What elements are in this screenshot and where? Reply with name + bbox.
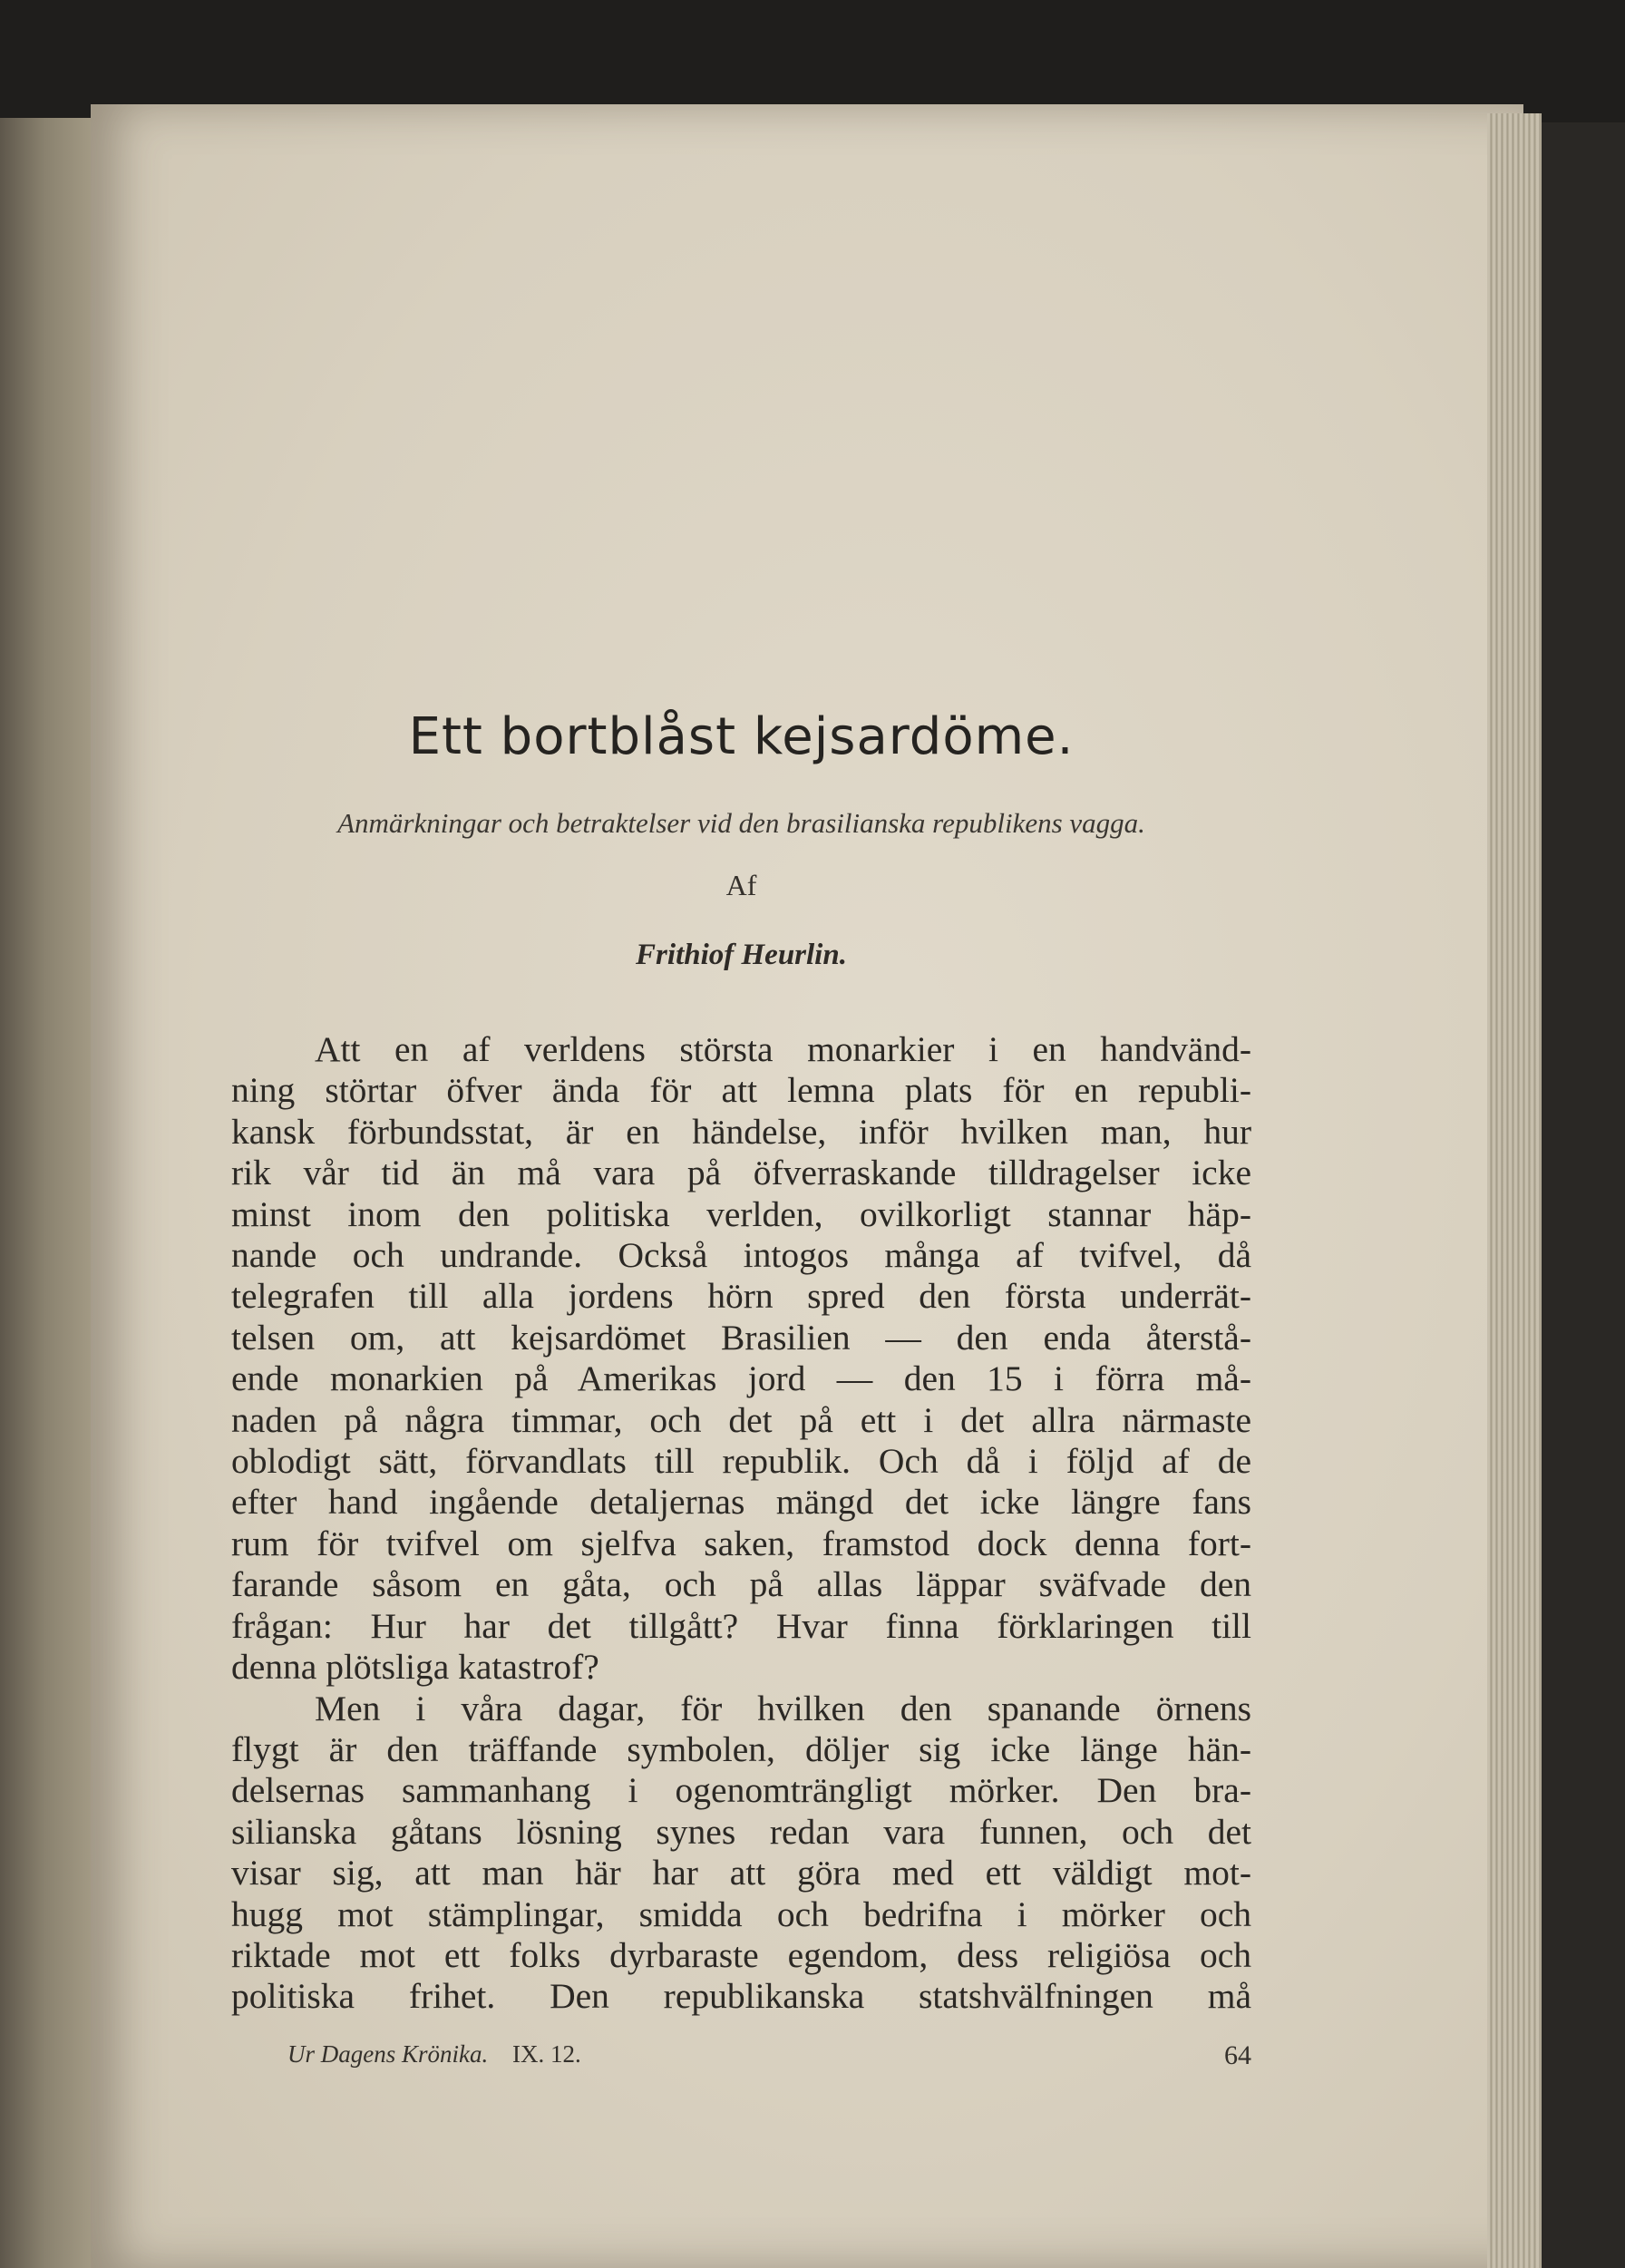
article-author: Frithiof Heurlin. [636, 939, 847, 971]
body-line: minst inom den politiska verlden, ovilkorligt stannar häp- [231, 1193, 1251, 1234]
body-line: silianska gåtans lösning synes redan vara funnen, och det [231, 1811, 1251, 1852]
body-line: ning störtar öfver ända för att lemna plats för en republi- [231, 1070, 1251, 1111]
footer-issue: IX. 12. [512, 2040, 581, 2068]
body-line: ende monarkien på Amerikas jord — den 15 i förra må- [231, 1358, 1251, 1399]
page-stack-edges [1487, 113, 1542, 2268]
body-line: politiska frihet. Den republikanska statshvälfningen må [231, 1976, 1251, 2017]
body-line: flygt är den träffande symbolen, döljer sig icke länge hän- [231, 1728, 1251, 1769]
article-title: Ett bortblåst kejsardöme. [408, 707, 1075, 766]
body-line: telsen om, att kejsardömet Brasilien — den enda återstå- [231, 1317, 1251, 1358]
body-line: delsernas sammanhang i ogenomträngligt mörker. Den bra- [231, 1770, 1251, 1811]
body-line: riktade mot ett folks dyrbaraste egendom, dess religiösa och [231, 1934, 1251, 1975]
body-line: oblodigt sätt, förvandlats till republik. Och då i följd af de [231, 1441, 1251, 1482]
body-line: nande och undrande. Också intogos många af tvifvel, då [231, 1235, 1251, 1276]
body-line: efter hand ingående detaljernas mängd det icke längre fans [231, 1482, 1251, 1523]
body-line: kansk förbundsstat, är en händelse, inför hvilken man, hur [231, 1111, 1251, 1152]
scanner-background [1542, 122, 1625, 2268]
body-line: Att en af verldens största monarkier i en handvänd- [315, 1029, 1251, 1069]
body-line: denna plötsliga katastrof? [231, 1647, 599, 1688]
body-text [231, 1029, 1251, 2018]
body-line: farande såsom en gåta, och på allas läppar sväfvade den [231, 1564, 1251, 1605]
body-line: visar sig, att man här har att göra med ett väldigt mot- [231, 1853, 1251, 1893]
body-line: telegrafen till alla jordens hörn spred den första underrät- [231, 1276, 1251, 1317]
page-number: 64 [1224, 2040, 1251, 2070]
body-line: hugg mot stämplingar, smidda och bedrifna i mörker och [231, 1893, 1251, 1934]
footer-source: Ur Dagens Krönika. [287, 2040, 489, 2068]
body-line: rum för tvifvel om sjelfva saken, framstod dock denna fort- [231, 1523, 1251, 1563]
left-page-edge [0, 118, 100, 2268]
page-footer [231, 2040, 1251, 2077]
article-subtitle: Anmärkningar och betraktelser vid den brasilianska republikens vagga. [337, 807, 1145, 839]
page-content [231, 0, 1251, 2268]
body-line: Men i våra dagar, för hvilken den spanande örnens [315, 1688, 1251, 1728]
body-line: rik vår tid än må vara på öfverraskande tilldragelser icke [231, 1153, 1251, 1193]
body-line: frågan: Hur har det tillgått? Hvar finna förklaringen till [231, 1605, 1251, 1646]
body-line: naden på några timmar, och det på ett i det allra närmaste [231, 1399, 1251, 1440]
byline-af: Af [725, 869, 757, 901]
